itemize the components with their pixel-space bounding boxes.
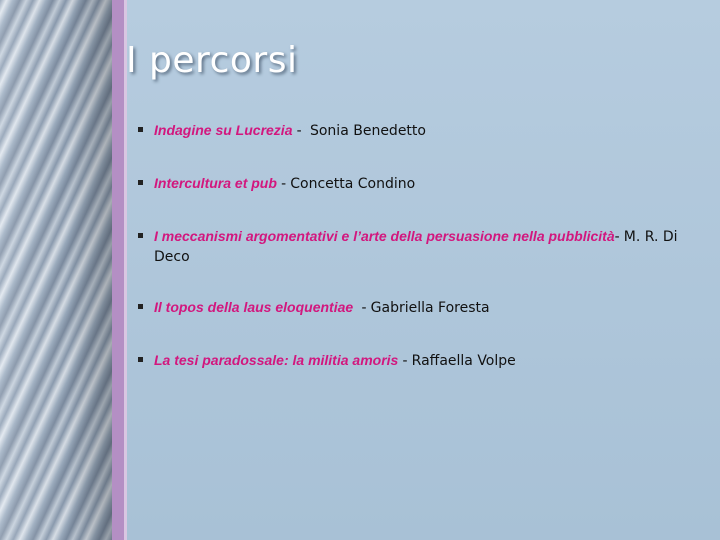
list-item (138, 350, 698, 371)
author-name: Sonia Benedetto (309, 123, 426, 139)
slide-title: I percorsi (126, 40, 298, 81)
list-item (138, 297, 698, 318)
list-item (138, 120, 698, 141)
author-name: Gabriella Foresta (370, 300, 490, 316)
topic-title: I meccanismi argomentativi e l’arte della persuasione nella pubblicità (154, 228, 615, 244)
separator: - (614, 228, 624, 245)
separator: - (353, 299, 371, 316)
separator: - (292, 122, 310, 139)
topic-list (138, 120, 698, 371)
bullet-icon (138, 233, 143, 238)
author-name: Raffaella Volpe (411, 353, 516, 369)
accent-stripe-edge (124, 0, 127, 540)
separator: - (276, 175, 291, 192)
author-name: Concetta Condino (290, 176, 416, 192)
topic-title: Intercultura et pub (154, 175, 277, 191)
bullet-icon (138, 357, 143, 362)
separator: - (398, 352, 412, 369)
bullet-icon (138, 304, 143, 309)
list-item (138, 226, 698, 267)
list-item (138, 173, 698, 194)
topic-title: La tesi paradossale: la militia amoris (154, 352, 399, 368)
topic-title: Il topos della laus eloquentiae (154, 299, 354, 315)
accent-stripe (112, 0, 124, 540)
topic-title: Indagine su Lucrezia (154, 122, 293, 138)
bullet-icon (138, 127, 143, 132)
decorative-column-shade (0, 0, 112, 540)
author-name: M. R. Di Deco (154, 229, 678, 265)
bullet-icon (138, 180, 143, 185)
